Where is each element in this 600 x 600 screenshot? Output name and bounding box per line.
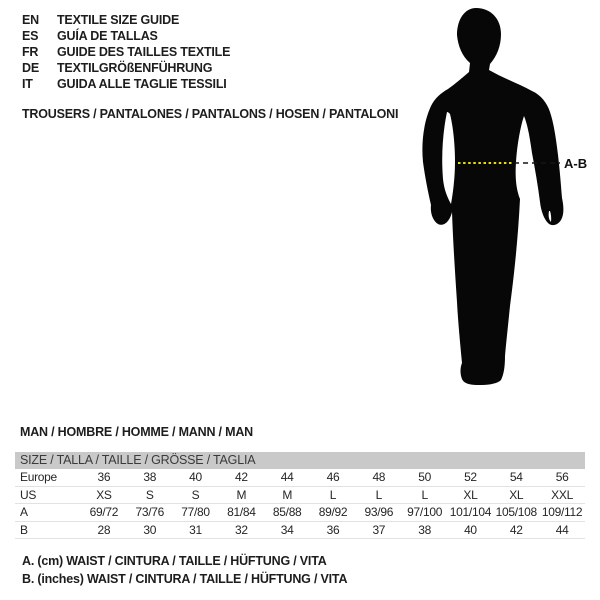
table-cell: 42 (509, 522, 523, 537)
language-label: GUIDA ALLE TAGLIE TESSILI (57, 77, 227, 91)
table-cell: 77/80 (181, 505, 210, 519)
table-cell: 30 (143, 522, 157, 537)
language-label: TEXTILE SIZE GUIDE (57, 13, 180, 27)
table-cell: 46 (326, 470, 340, 484)
language-label: GUIDE DES TAILLES TEXTILE (57, 45, 231, 59)
language-code: FR (22, 45, 39, 59)
garment-title: TROUSERS / PANTALONES / PANTALONS / HOSEN / PANTALONI (22, 107, 399, 121)
table-cell: 48 (372, 470, 386, 484)
table-cell: 36 (97, 470, 111, 484)
table-cell: 42 (234, 470, 248, 484)
table-cell: XL (509, 487, 524, 502)
table-cell: 36 (326, 522, 340, 537)
language-list (22, 12, 230, 92)
table-cell: 109/112 (541, 505, 583, 519)
language-code: EN (22, 13, 39, 27)
row-label: A (20, 505, 28, 519)
language-code: IT (22, 77, 33, 91)
table-cell: XL (463, 487, 478, 502)
table-row-b (15, 522, 585, 540)
table-row-a (15, 504, 585, 522)
language-row-en (22, 12, 230, 28)
table-cell: 40 (189, 470, 202, 484)
size-table (15, 452, 585, 539)
table-cell: 105/108 (495, 505, 537, 519)
footnote-a: A. (cm) WAIST / CINTURA / TAILLE / HÜFTUNG / VITA (22, 554, 327, 568)
table-cell: 44 (555, 522, 569, 537)
table-cell: 34 (280, 522, 294, 537)
table-cell: 89/92 (318, 505, 348, 519)
table-cell: L (375, 487, 382, 502)
table-cell: 52 (464, 470, 477, 484)
table-cell: 50 (418, 470, 431, 484)
table-cell: 28 (97, 522, 111, 537)
table-cell: 69/72 (89, 505, 119, 519)
language-code: ES (22, 29, 39, 43)
measure-label-ab: A-B (564, 156, 588, 171)
man-silhouette-icon (422, 8, 563, 385)
table-cell: 101/104 (449, 505, 492, 519)
row-label: B (20, 522, 28, 537)
table-cell: XS (96, 487, 112, 502)
table-cell: 37 (372, 522, 386, 537)
language-label: GUÍA DE TALLAS (57, 29, 158, 43)
table-cell: 40 (464, 522, 477, 537)
language-row-it (22, 76, 230, 92)
table-cell: L (421, 487, 428, 502)
language-row-es (22, 28, 230, 44)
table-cell: L (329, 487, 337, 502)
table-cell: 73/76 (135, 505, 164, 519)
table-cell: 56 (555, 470, 569, 484)
table-cell: XXL (551, 487, 573, 502)
footnote-b: B. (inches) WAIST / CINTURA / TAILLE / HÜFTUNG / VITA (22, 572, 348, 586)
table-cell: 32 (234, 522, 248, 537)
gender-label: MAN / HOMBRE / HOMME / MANN / MAN (20, 425, 253, 439)
table-cell: S (145, 487, 154, 502)
language-row-de (22, 60, 230, 76)
table-cell: 31 (189, 522, 202, 537)
table-row-us (15, 487, 585, 505)
man-silhouette-figure (410, 5, 600, 395)
language-code: DE (22, 61, 39, 75)
table-cell: 81/84 (227, 505, 256, 519)
table-cell: M (282, 487, 293, 502)
footnotes (22, 552, 347, 588)
row-label: US (20, 487, 37, 502)
table-cell: 93/96 (364, 505, 394, 519)
language-label: TEXTILGRÖßENFÜHRUNG (57, 61, 213, 75)
table-cell: 38 (143, 470, 157, 484)
table-cell: 44 (280, 470, 294, 484)
table-cell: 54 (509, 470, 523, 484)
language-row-fr (22, 44, 230, 60)
table-cell: 97/100 (407, 505, 443, 519)
table-row-europe (15, 469, 585, 487)
table-cell: 85/88 (272, 505, 302, 519)
table-cell: 38 (418, 522, 431, 537)
table-cell: S (191, 487, 200, 502)
row-label: Europe (20, 470, 57, 484)
table-cell: M (236, 487, 247, 502)
size-table-body (15, 469, 585, 539)
size-table-header: SIZE / TALLA / TAILLE / GRÖSSE / TAGLIA (15, 452, 585, 469)
